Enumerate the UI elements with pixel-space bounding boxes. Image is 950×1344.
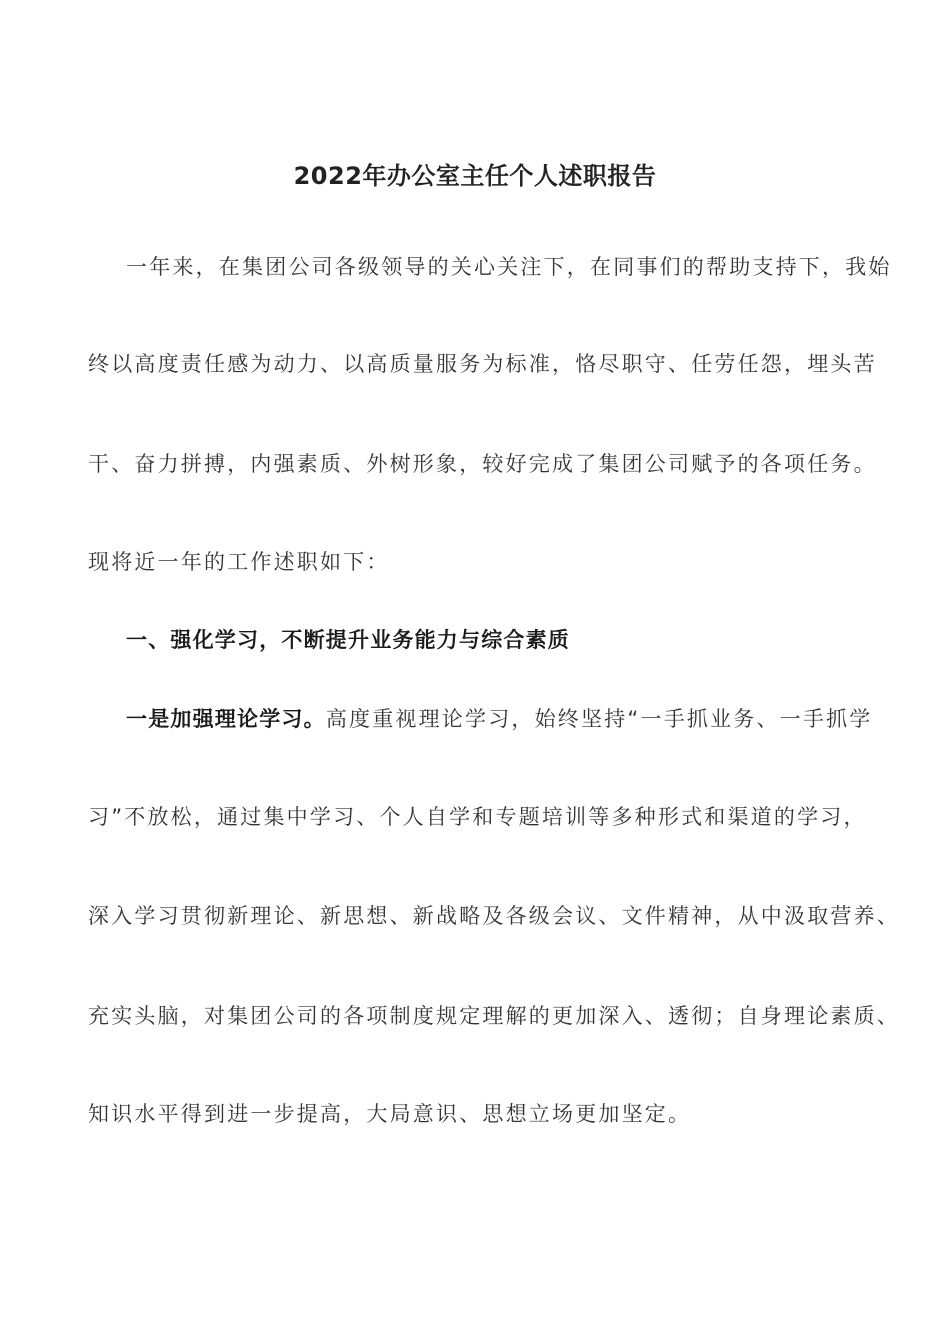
paragraph-line-4: 充实头脑，对集团公司的各项制度规定理解的更加深入、透彻；自身理论素质、 — [88, 1004, 900, 1028]
intro-line-3: 干、奋力拼搏，内强素质、外树形象，较好完成了集团公司赋予的各项任务。 — [88, 452, 877, 476]
paragraph-first-line — [126, 703, 878, 735]
document-title: 2022年办公室主任个人述职报告 — [293, 162, 657, 190]
point-first-line-rest: 高度重视理论学习，始终坚持“一手抓业务、一手抓学 — [325, 707, 873, 731]
point-lead-text: 一是加强理论学习。 — [126, 707, 326, 731]
paragraph-line-5: 知识水平得到进一步提高，大局意识、思想立场更加坚定。 — [88, 1102, 692, 1126]
intro-line-1: 一年来，在集团公司各级领导的关心关注下，在同事们的帮助支持下，我始 — [126, 255, 892, 279]
paragraph-line-3: 深入学习贯彻新理论、新思想、新战略及各级会议、文件精神，从中汲取营养、 — [88, 904, 900, 928]
intro-line-4: 现将近一年的工作述职如下： — [88, 550, 390, 574]
paragraph-line-2: 习”不放松，通过集中学习、个人自学和专题培训等多种形式和渠道的学习， — [88, 805, 867, 829]
intro-line-2: 终以高度责任感为动力、以高质量服务为标准，恪尽职守、任劳任怨，埋头苦 — [88, 352, 877, 376]
section-heading-1: 一、强化学习，不断提升业务能力与综合素质 — [126, 628, 570, 652]
